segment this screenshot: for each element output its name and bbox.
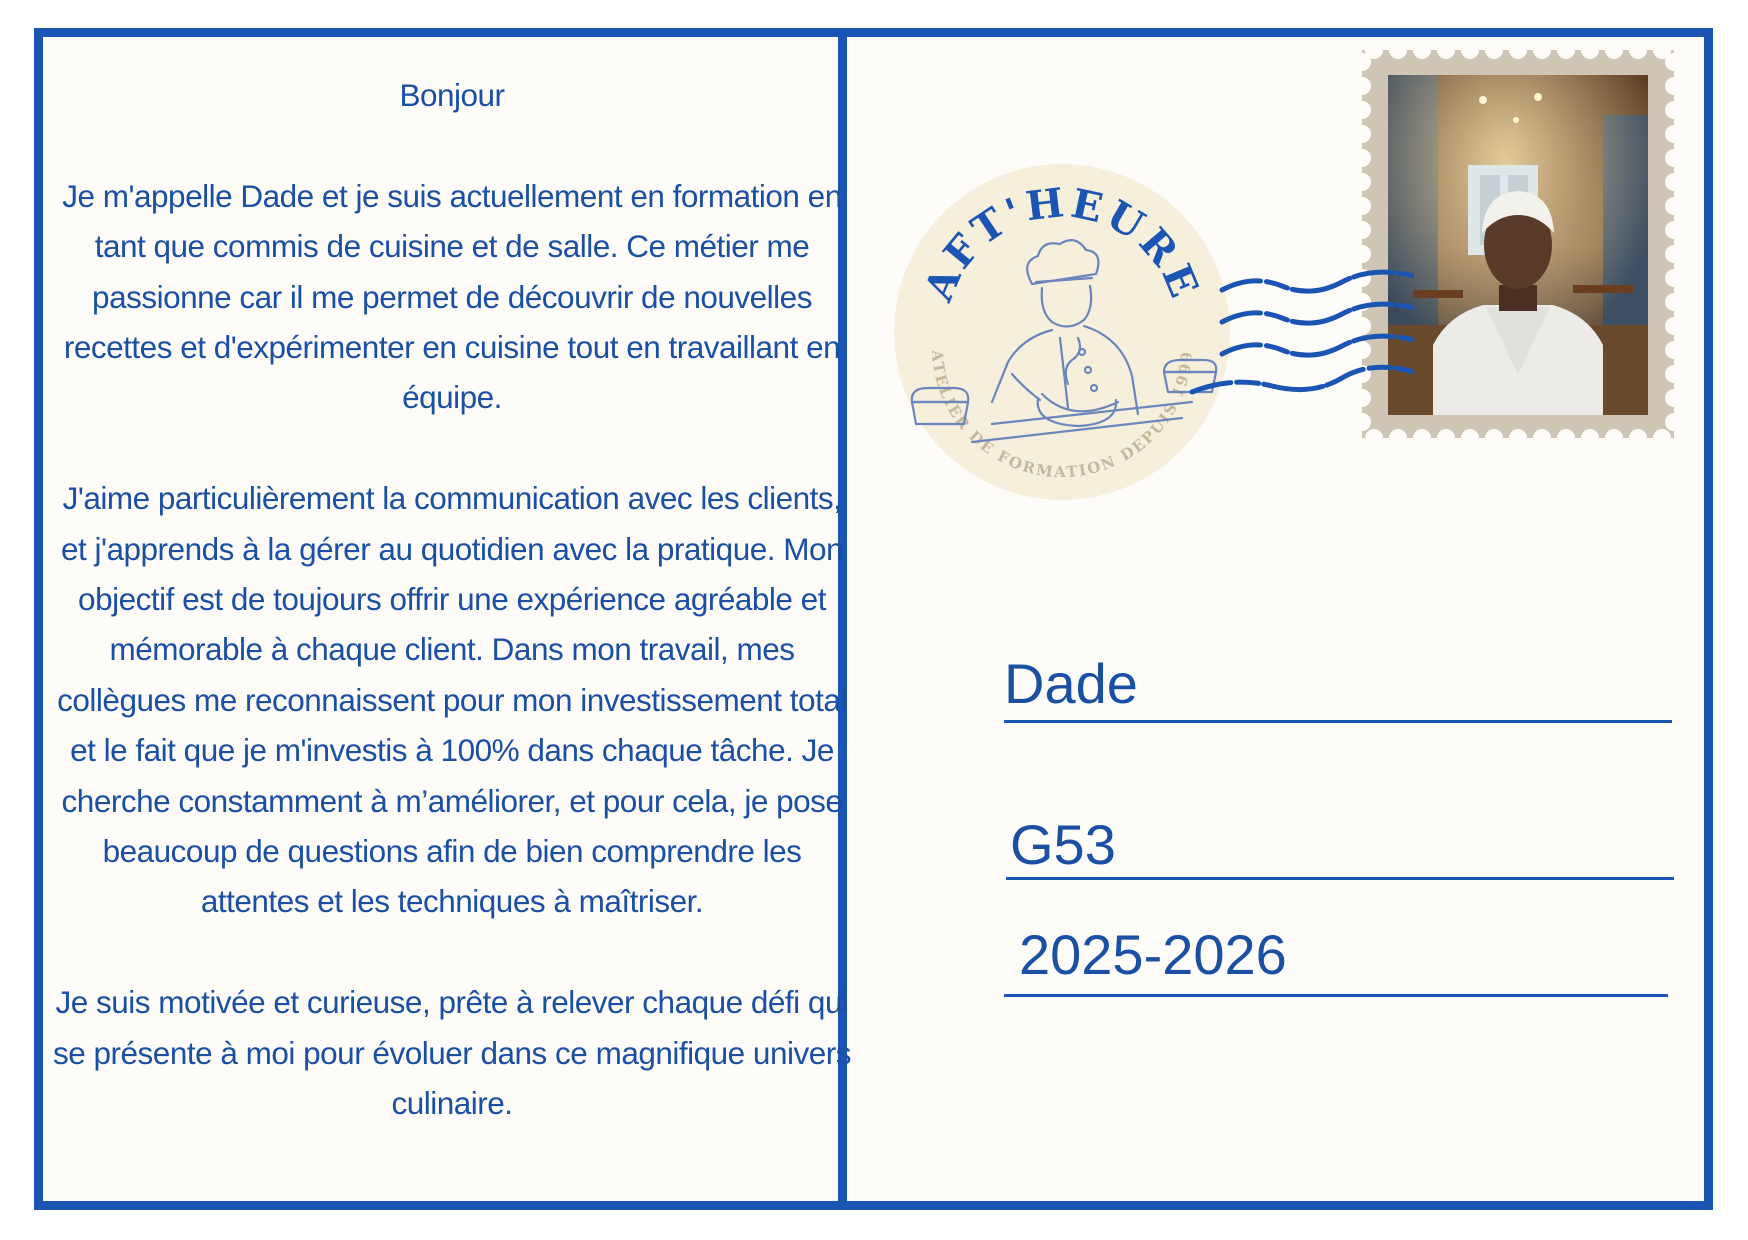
name-underline — [1004, 720, 1672, 723]
postmark-lines — [1182, 246, 1414, 406]
letter-paragraph-3: Je suis motivée et curieuse, prête à relever chaque défi qui se présente à moi pour évoluer dans ce magnifique univers culinaire. — [53, 984, 851, 1122]
group-field: G53 — [1010, 813, 1116, 876]
group-underline — [1006, 877, 1674, 880]
logo-tagline: ATELIER DE FORMATION DEPUIS 1999 — [927, 349, 1197, 482]
letter-text — [52, 70, 852, 1128]
letter-greeting: Bonjour — [399, 77, 505, 113]
logo-name: AFT'HEURE — [915, 178, 1209, 308]
year-underline — [1004, 994, 1668, 997]
letter-paragraph-2: J'aime particulièrement la communication avec les clients, et j'apprends à la gérer au quotidien avec la pratique. Mon objectif est de toujours offrir une expérience agréable et mémorable à chaque client. Dans mon travail, mes collègues me reconnaissent pour mon investissement total et le fait que je m'investis à 100% dans chaque tâche. Je cherche constamment à m’améliorer, et pour cela, je pose beaucoup de questions afin de bien comprendre les attentes et les techniques à maîtriser. — [57, 480, 847, 920]
aftheure-logo — [892, 162, 1232, 502]
letter-paragraph-1: Je m'appelle Dade et je suis actuellement en formation en tant que commis de cuisine et de salle. Ce métier me passionne car il me permet de découvrir de nouvelles recettes et d'expérimenter en cuisine tout en travaillant en équipe. — [62, 177, 842, 416]
name-field: Dade — [1004, 652, 1138, 715]
portrait-photo — [1388, 75, 1648, 415]
year-field: 2025-2026 — [1019, 923, 1287, 986]
